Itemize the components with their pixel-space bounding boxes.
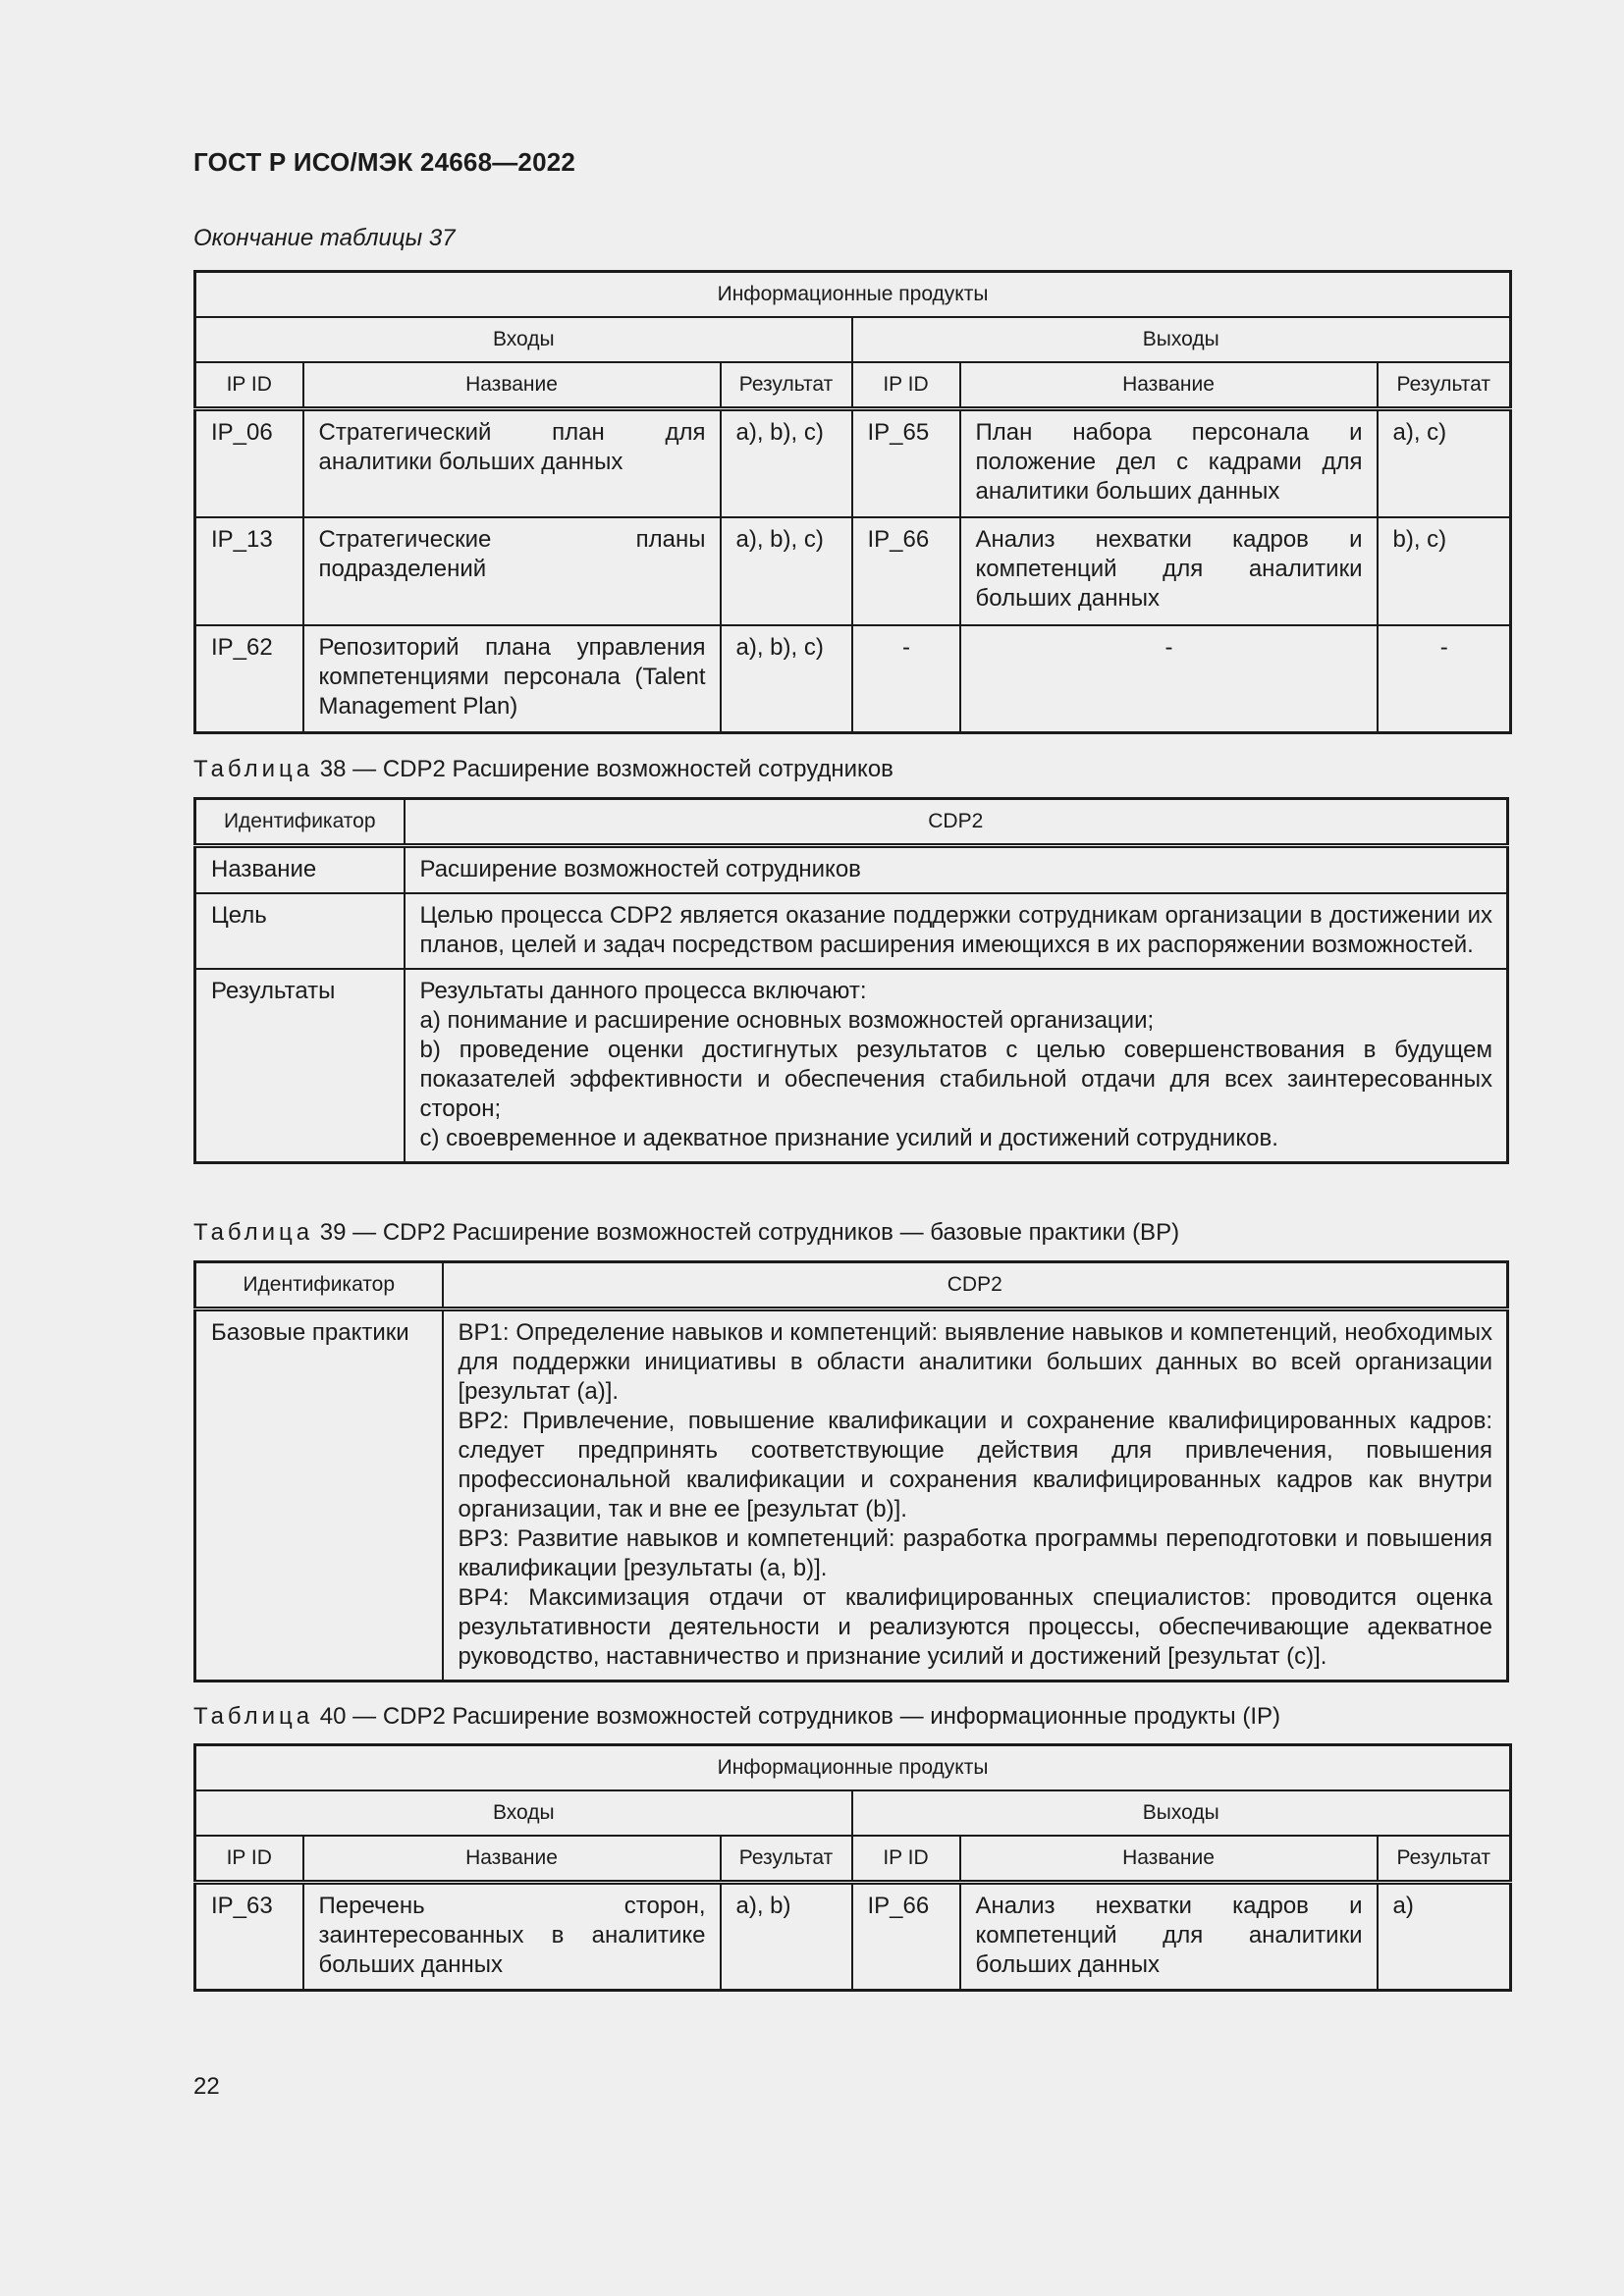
bp2: BP2: Привлечение, повышение квалификации и сохранение квалифицированных кадров: следует предпринять соответствующие действия для привлечения, повышения профессиональной квалификации и сохранения квалифицированных кадров как внутри организации, так и вне ее [результат (b)]. bbox=[458, 1408, 1492, 1522]
table-39 bbox=[193, 1260, 1509, 1682]
input-name: Перечень сторон, заинтересованных в аналитике больших данных bbox=[303, 1883, 721, 1991]
col-result: Результат bbox=[721, 362, 852, 409]
bp-label: Базовые практики bbox=[195, 1309, 443, 1682]
bp-list bbox=[443, 1309, 1508, 1682]
input-result: a), b) bbox=[721, 1883, 852, 1991]
input-result: a), b), c) bbox=[721, 517, 852, 625]
input-ip-id: IP_13 bbox=[195, 517, 303, 625]
table-40-caption-prefix: Таблица bbox=[193, 1703, 314, 1730]
output-ip-id: IP_66 bbox=[852, 517, 960, 625]
col-result: Результат bbox=[721, 1836, 852, 1883]
outputs-header: Выходы bbox=[852, 317, 1511, 362]
input-ip-id: IP_63 bbox=[195, 1883, 303, 1991]
output-name: - bbox=[960, 625, 1378, 733]
table-38 bbox=[193, 797, 1509, 1164]
input-result: a), b), c) bbox=[721, 625, 852, 733]
output-result: b), c) bbox=[1378, 517, 1511, 625]
result-a: a) понимание и расширение основных возможностей организации; bbox=[419, 1007, 1155, 1034]
results-value bbox=[405, 969, 1508, 1163]
group-header: Информационные продукты bbox=[195, 1745, 1511, 1791]
output-name: Анализ нехватки кадров и компетенций для аналитики больших данных bbox=[960, 1883, 1378, 1991]
id-label: Идентификатор bbox=[195, 799, 405, 846]
table-row bbox=[195, 625, 1511, 733]
input-name: Стратегический план для аналитики больших данных bbox=[303, 409, 721, 517]
goal-value: Целью процесса CDP2 является оказание поддержки сотрудникам организации в достижении их планов, целей и задач посредством расширения имеющихся в их распоряжении возможностей. bbox=[405, 893, 1508, 969]
output-ip-id: IP_65 bbox=[852, 409, 960, 517]
page-number: 22 bbox=[193, 2073, 220, 2100]
output-ip-id: IP_66 bbox=[852, 1883, 960, 1991]
output-result: - bbox=[1378, 625, 1511, 733]
table-row bbox=[195, 409, 1511, 517]
group-header: Информационные продукты bbox=[195, 272, 1511, 318]
bp3: BP3: Развитие навыков и компетенций: разработка программы переподготовки и повышения квалификации [результаты (a, b)]. bbox=[458, 1525, 1492, 1581]
results-intro: Результаты данного процесса включают: bbox=[419, 978, 867, 1004]
output-result: a) bbox=[1378, 1883, 1511, 1991]
table-40 bbox=[193, 1743, 1512, 1992]
input-result: a), b), c) bbox=[721, 409, 852, 517]
table-40-caption-text: 40 — CDP2 Расширение возможностей сотрудников — информационные продукты (IP) bbox=[319, 1703, 1280, 1730]
col-name: Название bbox=[960, 1836, 1378, 1883]
results-label: Результаты bbox=[195, 969, 405, 1163]
id-value: CDP2 bbox=[443, 1262, 1508, 1309]
col-ip-id: IP ID bbox=[195, 362, 303, 409]
name-value: Расширение возможностей сотрудников bbox=[405, 846, 1508, 894]
col-result: Результат bbox=[1378, 362, 1511, 409]
table-38-caption bbox=[193, 756, 893, 783]
bp1: BP1: Определение навыков и компетенций: выявление навыков и компетенций, необходимых для поддержки инициативы в области аналитики больших данных во всей организации [результат (a)]. bbox=[458, 1319, 1492, 1405]
input-ip-id: IP_06 bbox=[195, 409, 303, 517]
col-ip-id: IP ID bbox=[852, 362, 960, 409]
output-name: План набора персонала и положение дел с кадрами для аналитики больших данных bbox=[960, 409, 1378, 517]
col-ip-id: IP ID bbox=[852, 1836, 960, 1883]
goal-label: Цель bbox=[195, 893, 405, 969]
table-37-continuation-caption: Окончание таблицы 37 bbox=[193, 225, 456, 251]
col-name: Название bbox=[960, 362, 1378, 409]
table-row bbox=[195, 517, 1511, 625]
input-name: Репозиторий плана управления компетенциями персонала (Talent Management Plan) bbox=[303, 625, 721, 733]
col-result: Результат bbox=[1378, 1836, 1511, 1883]
table-row bbox=[195, 1883, 1511, 1991]
inputs-header: Входы bbox=[195, 1790, 852, 1836]
table-39-caption-prefix: Таблица bbox=[193, 1219, 314, 1246]
table-39-caption bbox=[193, 1219, 1179, 1247]
input-ip-id: IP_62 bbox=[195, 625, 303, 733]
bp4: BP4: Максимизация отдачи от квалифицированных специалистов: проводится оценка результативности деятельности и реализуются процессы, обеспечивающие адекватное руководство, наставничество и признание усилий и достижений [результат (c)]. bbox=[458, 1584, 1492, 1670]
id-value: CDP2 bbox=[405, 799, 1508, 846]
col-name: Название bbox=[303, 1836, 721, 1883]
result-b: b) проведение оценки достигнутых результатов с целью совершенствования в будущем показателей эффективности и обеспечения стабильной отдачи для всех заинтересованных сторон; bbox=[419, 1037, 1492, 1122]
output-ip-id: - bbox=[852, 625, 960, 733]
output-result: a), c) bbox=[1378, 409, 1511, 517]
inputs-header: Входы bbox=[195, 317, 852, 362]
document-title: ГОСТ Р ИСО/МЭК 24668—2022 bbox=[193, 147, 576, 177]
name-label: Название bbox=[195, 846, 405, 894]
table-38-caption-text: 38 — CDP2 Расширение возможностей сотрудников bbox=[319, 756, 893, 782]
input-name: Стратегические планы подразделений bbox=[303, 517, 721, 625]
result-c: c) своевременное и адекватное признание усилий и достижений сотрудников. bbox=[419, 1125, 1278, 1151]
col-ip-id: IP ID bbox=[195, 1836, 303, 1883]
table-40-caption bbox=[193, 1703, 1280, 1731]
table-38-caption-prefix: Таблица bbox=[193, 756, 314, 782]
outputs-header: Выходы bbox=[852, 1790, 1511, 1836]
col-name: Название bbox=[303, 362, 721, 409]
id-label: Идентификатор bbox=[195, 1262, 443, 1309]
table-39-caption-text: 39 — CDP2 Расширение возможностей сотрудников — базовые практики (BP) bbox=[319, 1219, 1180, 1246]
table-37 bbox=[193, 270, 1512, 734]
output-name: Анализ нехватки кадров и компетенций для аналитики больших данных bbox=[960, 517, 1378, 625]
